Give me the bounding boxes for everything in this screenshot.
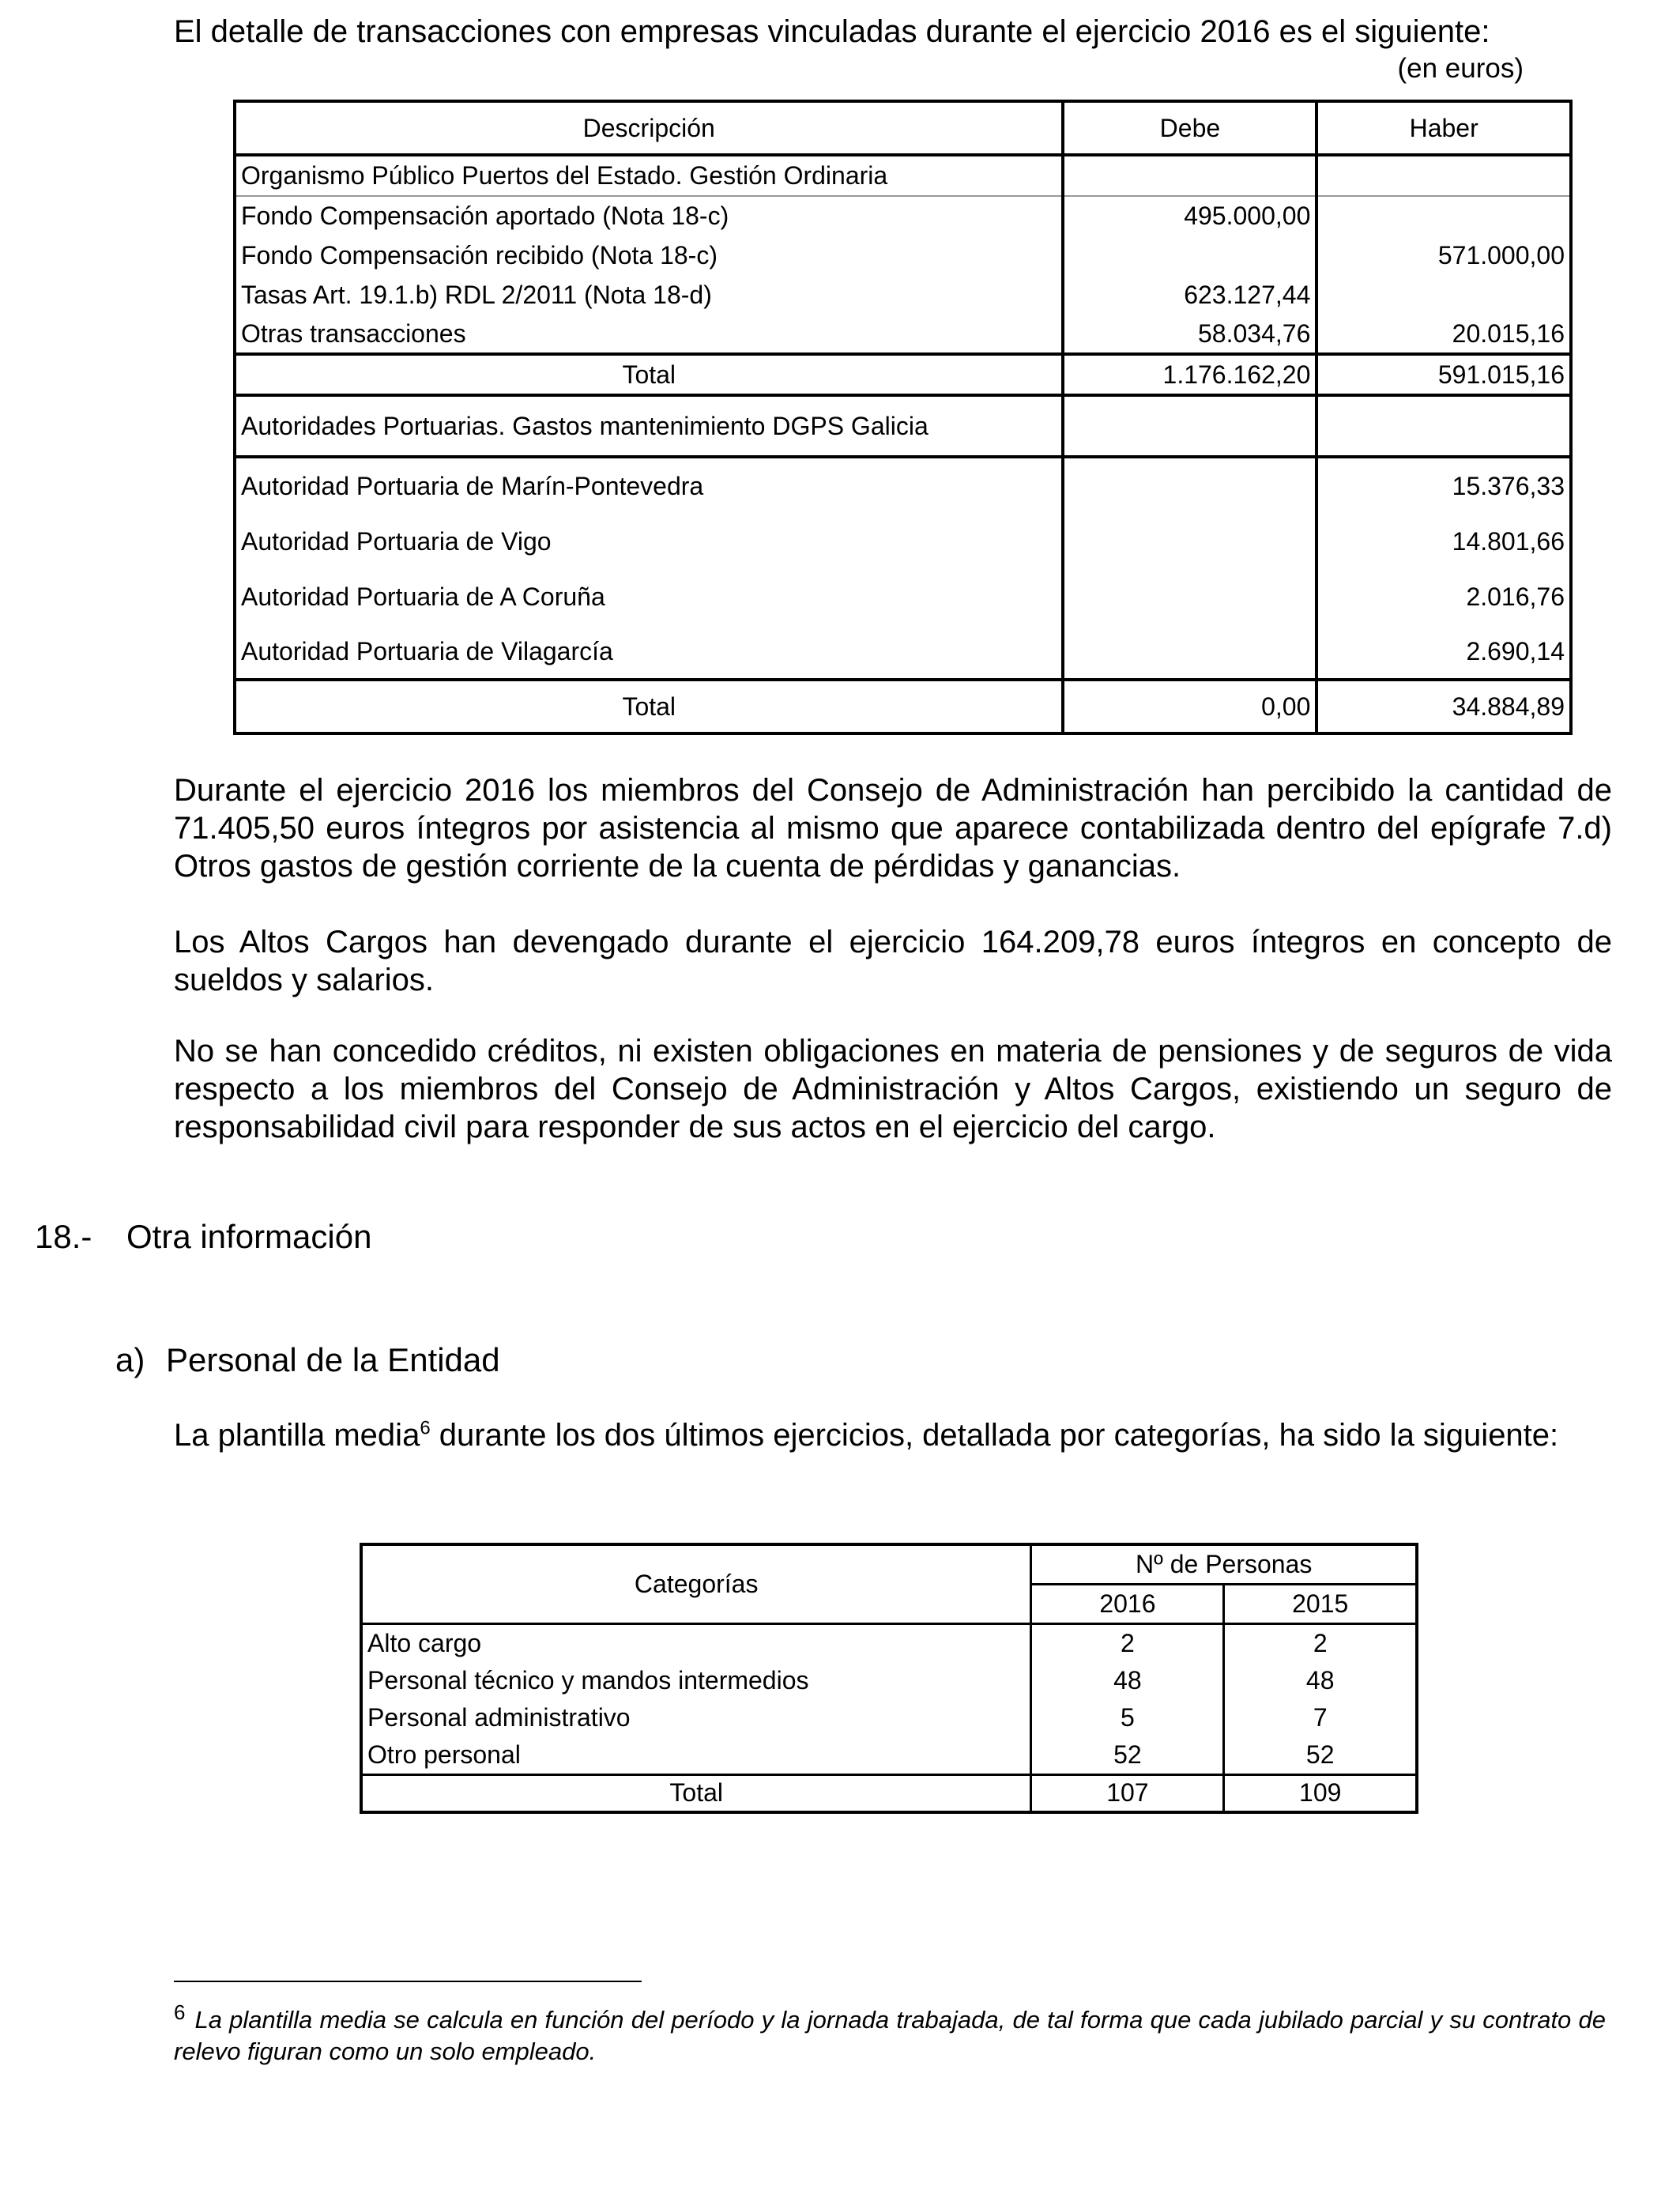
- section-heading-18: [35, 1217, 371, 1257]
- row-haber: [1317, 196, 1571, 236]
- row-debe: 495.000,00: [1063, 196, 1317, 236]
- footnote-divider: [174, 1981, 642, 1982]
- header-categorias: Categorías: [361, 1544, 1031, 1623]
- row-categoria: Alto cargo: [361, 1623, 1031, 1662]
- table-row: [235, 457, 1571, 514]
- row-haber: 15.376,33: [1317, 457, 1571, 514]
- plantilla-text-cont: durante los dos últimos ejercicios, detallada por categorías, ha sido la siguiente:: [430, 1418, 1559, 1453]
- total-2015: 109: [1224, 1774, 1417, 1812]
- row-desc: Autoridad Portuaria de Marín-Pontevedra: [241, 471, 704, 500]
- intro-text: El detalle de transacciones con empresas vinculadas durante el ejercicio 2016 es el siguiente:: [174, 14, 1490, 49]
- total-row: [361, 1774, 1417, 1812]
- table-row: [235, 196, 1571, 236]
- transactions-table: [233, 100, 1573, 735]
- header-haber: Haber: [1317, 101, 1571, 155]
- table-row: [235, 275, 1571, 315]
- row-2015: 2: [1224, 1623, 1417, 1662]
- row-2015: 52: [1224, 1736, 1417, 1775]
- row-desc: Autoridad Portuaria de Vigo: [241, 526, 552, 556]
- table-row: [361, 1736, 1417, 1775]
- plantilla-paragraph: [174, 1416, 1628, 1454]
- table-row: [361, 1623, 1417, 1662]
- total-haber: 591.015,16: [1317, 354, 1571, 395]
- section-title-row: [235, 155, 1571, 196]
- row-debe: [1063, 624, 1317, 680]
- footnote-text: La plantilla media se calcula en función del período y la jornada trabajada, de tal forma que cada jubilado parcial y su contrato de relevo figuran como un solo empleado.: [174, 2006, 1606, 2065]
- subsection-heading-a: [115, 1340, 500, 1380]
- row-2016: 48: [1031, 1662, 1224, 1699]
- subsection-title: Personal de la Entidad: [166, 1341, 500, 1378]
- paragraph-consejo: Durante el ejercicio 2016 los miembros del Consejo de Administración han percibido la cantidad de 71.405,50 euros íntegros por asistencia al mismo que aparece contabilizada dentro del epígrafe 7.d) Otros gastos de gestión corriente de la cuenta de pérdidas y ganancias.: [174, 773, 1612, 884]
- row-debe: [1063, 457, 1317, 514]
- unit-label: (en euros): [1397, 53, 1524, 84]
- row-haber: 571.000,00: [1317, 236, 1571, 275]
- row-haber: 2.016,76: [1317, 569, 1571, 624]
- row-categoria: Otro personal: [361, 1736, 1031, 1775]
- row-2015: 48: [1224, 1662, 1417, 1699]
- footnote: [174, 2000, 1606, 2068]
- table-row: [361, 1699, 1417, 1736]
- row-debe: 623.127,44: [1063, 275, 1317, 315]
- table-row: [235, 624, 1571, 680]
- row-haber: 2.690,14: [1317, 624, 1571, 680]
- row-2016: 52: [1031, 1736, 1224, 1775]
- section-number: 18.-: [35, 1218, 92, 1255]
- section-title: Autoridades Portuarias. Gastos mantenimiento DGPS Galicia: [235, 395, 1063, 457]
- section-title: Otra información: [126, 1218, 372, 1255]
- row-debe: 58.034,76: [1063, 315, 1317, 354]
- table-row: [361, 1662, 1417, 1699]
- row-desc: Tasas Art. 19.1.b) RDL 2/2011 (Nota 18-d): [241, 280, 712, 309]
- row-desc: Autoridad Portuaria de A Coruña: [241, 582, 605, 611]
- row-debe: [1063, 514, 1317, 569]
- row-categoria: Personal administrativo: [361, 1699, 1031, 1736]
- header-debe: Debe: [1063, 101, 1317, 155]
- row-haber: 20.015,16: [1317, 315, 1571, 354]
- total-label: Total: [235, 680, 1063, 733]
- total-debe: 0,00: [1063, 680, 1317, 733]
- row-desc: Fondo Compensación aportado (Nota 18-c): [241, 202, 729, 230]
- row-2016: 2: [1031, 1623, 1224, 1662]
- header-descripcion: Descripción: [235, 101, 1063, 155]
- footnote-ref: 6: [420, 1417, 431, 1439]
- subsection-label: a): [115, 1341, 145, 1378]
- row-2015: 7: [1224, 1699, 1417, 1736]
- section-title-row: [235, 395, 1571, 457]
- total-label: Total: [361, 1774, 1031, 1812]
- total-label: Total: [235, 354, 1063, 395]
- table-row: [235, 569, 1571, 624]
- plantilla-text: La plantilla media: [174, 1418, 420, 1453]
- total-row: [235, 680, 1571, 733]
- section-title: Organismo Público Puertos del Estado. Gestión Ordinaria: [235, 155, 1063, 196]
- table-row: [235, 514, 1571, 569]
- row-2016: 5: [1031, 1699, 1224, 1736]
- paragraph-creditos: No se han concedido créditos, ni existen obligaciones en materia de pensiones y de seguros de vida respecto a los miembros del Consejo de Administración y Altos Cargos, existiendo un seguro de responsabilidad civil para responder de sus actos en el ejercicio del cargo.: [174, 1034, 1612, 1144]
- table-row: [235, 236, 1571, 275]
- row-haber: 14.801,66: [1317, 514, 1571, 569]
- header-year-2016: 2016: [1031, 1584, 1224, 1623]
- row-categoria: Personal técnico y mandos intermedios: [361, 1662, 1031, 1699]
- total-row: [235, 354, 1571, 395]
- paragraph-altos-cargos: Los Altos Cargos han devengado durante el ejercicio 164.209,78 euros íntegros en concepto de sueldos y salarios.: [174, 925, 1612, 997]
- total-debe: 1.176.162,20: [1063, 354, 1317, 395]
- table-header-row: [361, 1544, 1417, 1584]
- table-row: [235, 315, 1571, 354]
- total-haber: 34.884,89: [1317, 680, 1571, 733]
- total-2016: 107: [1031, 1774, 1224, 1812]
- personal-table: [360, 1543, 1418, 1814]
- row-desc: Fondo Compensación recibido (Nota 18-c): [241, 240, 718, 270]
- header-year-2015: 2015: [1224, 1584, 1417, 1623]
- row-desc: Otras transacciones: [241, 319, 466, 348]
- row-desc: Autoridad Portuaria de Vilagarcía: [241, 636, 613, 665]
- row-debe: [1063, 236, 1317, 275]
- header-num-personas: Nº de Personas: [1031, 1544, 1417, 1584]
- row-haber: [1317, 275, 1571, 315]
- footnote-number: 6: [174, 2000, 186, 2024]
- table-header-row: [235, 101, 1571, 155]
- row-debe: [1063, 569, 1317, 624]
